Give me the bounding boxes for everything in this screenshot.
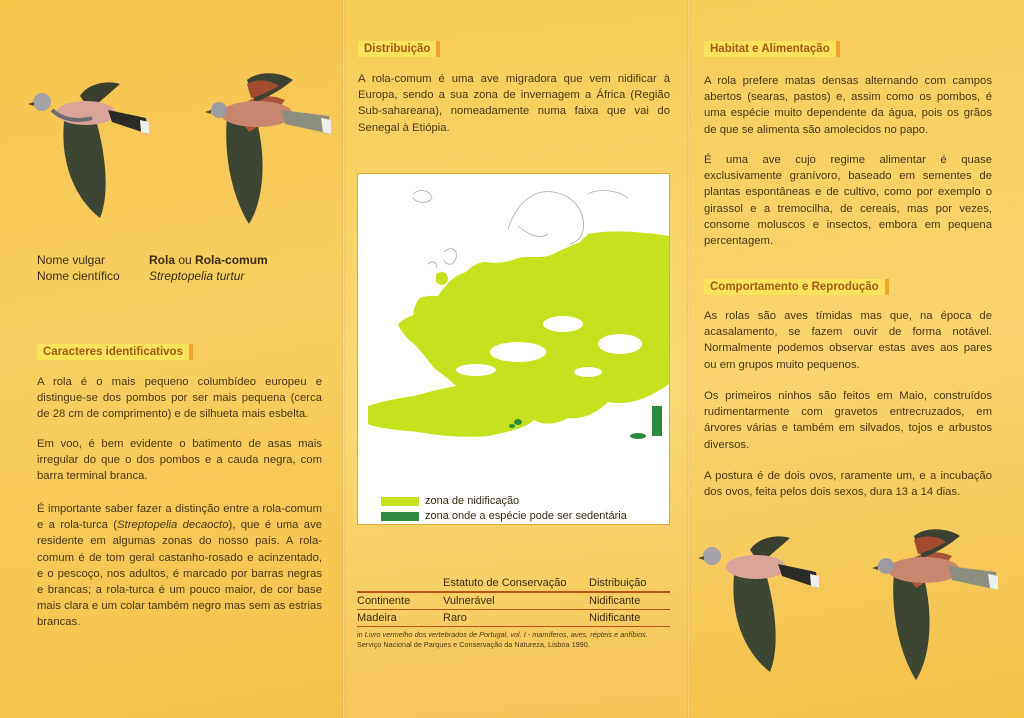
table-cell: Continente [357,595,411,607]
species-name-italic: Streptopelia decaocto [117,519,229,532]
legend-swatch [381,497,419,506]
paragraph-text: É importante saber fazer a distinção entre a rola-comum e a rola-turca ( [37,503,322,532]
table-cell: Raro [443,612,467,624]
scientific-name-value: Streptopelia turtur [149,269,245,283]
scientific-name-label: Nome científico [37,269,120,283]
scientific-name-row [37,268,268,284]
table-cell: Nidificante [589,612,641,624]
source-publisher: Serviço Nacional de Parques e Conservação da Natureza, Lisboa 1990. [357,640,590,649]
paragraph: Em voo, é bem evidente o batimento de asas mais irregular do que o dos pombos e a cauda negra, com barra terminal branca. [37,438,322,483]
paragraph: Os primeiros ninhos são feitos em Maio, construídos rudimentarmente com gravetos entrecruzados, em árvores várias e também em silvados, tojos e arbustos diversos. [704,390,992,451]
legend-item-breeding [381,495,519,507]
paragraph: A rola-comum é uma ave migradora que vem nidificar à Europa, sendo a sua zona de invernagem a África (Região Sub-sahareana), nomeadamente numa faixa que vai do Senegal à Etiópia. [358,73,670,134]
common-name-value: Rola [149,253,176,267]
turtle-dove-illustration [872,528,1002,683]
legend-item-resident [381,510,627,522]
fold-line [687,0,690,718]
common-name-alt: Rola-comum [195,253,268,267]
section-heading: Comportamento e Reprodução [704,279,885,295]
turtle-dove-illustration [205,72,335,227]
table-cell: Nidificante [589,595,641,607]
europe-map [358,174,669,459]
legend-label: zona onde a espécie pode ser sedentária [425,510,627,522]
paragraph: A rola é o mais pequeno columbídeo europeu e distingue-se dos pombos por ser mais pequena (cerca de 28 cm de comprimento) e de silhueta mais esbelta. [37,376,322,421]
paragraph: É uma ave cujo regime alimentar é quase exclusivamente granívoro, baseado em sementes de plantas espontâneas e de cultivo, como por exemplo o girassol e a tremocilha, de cereais, mas por vezes, consome moluscos e insectos, embora em pequena percentagem. [704,154,992,248]
common-name-row [37,252,268,268]
distribution-map [357,173,670,525]
paragraph: A postura é de dois ovos, raramente um, e a incubação dos ovos, feita pelos dois sexos, dura 13 a 14 dias. [704,470,992,499]
section-heading: Habitat e Alimentação [704,41,836,57]
paragraph: As rolas são aves tímidas mas que, na época de acasalamento, se fazem ouvir de forma notável. Normalmente podemos observar estas aves aos pares ou em grupos muito pequenos. [704,310,992,371]
table-header-cell: Distribuição [589,577,647,589]
source-prefix: in [357,630,365,639]
species-names [37,252,268,284]
table-cell: Madeira [357,612,397,624]
table-header-row [357,575,670,592]
table-header-cell: Estatuto de Conservação [443,577,567,589]
section-heading: Distribuição [358,41,436,57]
table-row [357,610,670,627]
fold-line [342,0,345,718]
conservation-table [357,575,670,627]
common-name-connector: ou [175,253,196,267]
table-header-cell [357,575,443,592]
source-citation [357,630,662,650]
section-heading: Caracteres identificativos [37,344,189,360]
table-cell: Vulnerável [443,595,495,607]
paragraph: A rola prefere matas densas alternando com campos abertos (searas, pastos) e, assim como os pombos, é uma espécie muito dependente da água, pois os grãos de que se alimenta são amolecidos no papo. [704,75,992,136]
turtle-dove-illustration [698,532,823,677]
legend-label: zona de nidificação [425,495,520,507]
common-name-label: Nome vulgar [37,253,106,267]
turtle-dove-illustration [28,78,153,223]
source-title: Livro vermelho dos vertebrados de Portugal, vol. I - mamíferos, aves, répteis e anfíbios. [364,630,648,639]
paragraph-text: ), que é uma ave residente em algumas zonas do nosso país. A rola-comum é de tom geral castanho-rosado e acinzentado, e o pescoço, nos adultos, é marcado por barras negras e brancas; a rola-turca é um pouco maior, de cor base mais clara e um colar também negro mas sem as estrias brancas. [37,519,322,629]
legend-swatch [381,512,419,521]
paragraph [37,501,322,631]
table-row [357,592,670,610]
